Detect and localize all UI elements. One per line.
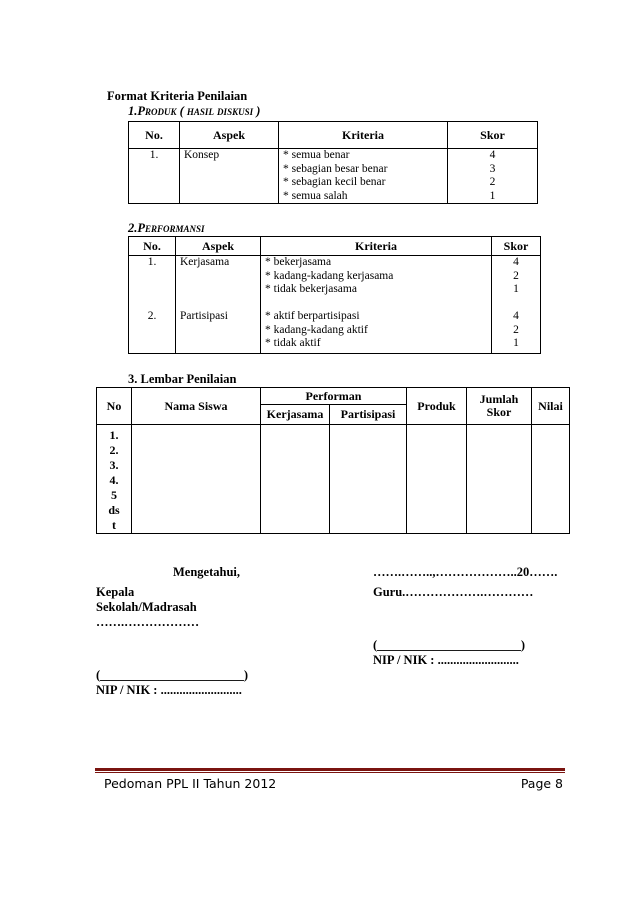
section3-heading: 3. Lembar Penilaian (128, 372, 237, 386)
table-row (129, 149, 538, 204)
row-number: 3. (109, 458, 119, 472)
kepala-line: Kepala (96, 585, 135, 599)
row-number: 4. (109, 473, 119, 487)
table-row (97, 425, 570, 534)
row-number: 5 (111, 488, 117, 502)
kepala-name-line: (_______________________) (96, 668, 249, 682)
jumlah-label: Jumlah (479, 392, 519, 406)
guru-label: Guru.……………….………… (373, 585, 534, 599)
produk-cell[interactable] (407, 425, 467, 534)
guru-signature (373, 638, 525, 668)
section2-heading: 2.Performansi (128, 221, 205, 235)
produk-criteria-table (128, 121, 538, 204)
kepala-signature (96, 668, 248, 698)
kerjasama-cell[interactable] (261, 425, 330, 534)
row-no (129, 256, 176, 351)
jumlah-skor-cell[interactable] (467, 425, 532, 534)
col-aspek-header: Aspek (180, 122, 279, 149)
guru-nip: NIP / NIK : .......................... (373, 653, 519, 667)
skor-label: Skor (486, 405, 512, 419)
kriteria-item: * kadang-kadang aktif (265, 323, 368, 336)
skor-item: 1 (513, 283, 519, 295)
footer-left: Pedoman PPL II Tahun 2012 (104, 776, 277, 791)
skor-item: 3 (489, 162, 496, 175)
lembar-penilaian-table (96, 387, 570, 534)
kepala-line: …….……………… (96, 615, 200, 629)
kepala-block (96, 585, 199, 630)
col-no-header: No. (129, 237, 176, 256)
skor-item: 4 (513, 310, 519, 322)
col-performan-header: Performan (261, 388, 407, 405)
col-jumlah-skor-header (467, 388, 532, 425)
kriteria-item: * aktif berpartisipasi (265, 310, 360, 322)
row-skor (492, 256, 541, 351)
date-line: …….……..,………………..20……. (373, 565, 558, 579)
kriteria-item: * kadang-kadang kerjasama (265, 269, 394, 282)
table-row (129, 256, 541, 351)
row-numbers (97, 425, 132, 534)
col-produk-header: Produk (407, 388, 467, 425)
row-no-value: 1. (147, 256, 157, 268)
row-number: ds (108, 503, 120, 517)
row-no-value: 2. (147, 310, 157, 322)
footer-page-number: Page 8 (520, 776, 563, 791)
kriteria-item: * tidak bekerjasama (265, 283, 357, 295)
col-partisipasi-header: Partisipasi (330, 405, 407, 425)
kriteria-item: * semua salah (283, 189, 348, 202)
row-no: 1. (129, 149, 180, 204)
kriteria-item: * tidak aktif (265, 337, 321, 349)
kriteria-item: * bekerjasama (265, 256, 332, 268)
partisipasi-cell[interactable] (330, 425, 407, 534)
row-number: t (112, 518, 116, 532)
kriteria-item: * sebagian kecil benar (283, 176, 386, 188)
row-skor (448, 149, 538, 204)
row-number: 1. (109, 428, 119, 442)
row-number: 2. (109, 443, 119, 457)
skor-item: 4 (513, 256, 519, 268)
row-aspek-value: Kerjasama (180, 256, 230, 268)
row-kriteria (261, 256, 492, 351)
col-no-header: No (97, 388, 132, 425)
nama-cell[interactable] (132, 425, 261, 534)
kepala-nip: NIP / NIK : .......................... (96, 683, 242, 697)
col-skor-header: Skor (492, 237, 541, 256)
footer-rule (95, 768, 565, 771)
skor-item: 2 (489, 176, 496, 188)
section1-heading: 1.Produk ( hasil diskusi ) (128, 104, 261, 118)
guru-name-line: (_______________________) (373, 638, 526, 652)
col-kriteria-header: Kriteria (279, 122, 448, 149)
skor-item: 1 (489, 189, 496, 202)
col-kerjasama-header: Kerjasama (261, 405, 330, 425)
col-nilai-header: Nilai (532, 388, 570, 425)
row-kriteria (279, 149, 448, 204)
col-kriteria-header: Kriteria (261, 237, 492, 256)
nilai-cell[interactable] (532, 425, 570, 534)
kriteria-item: * semua benar (283, 149, 350, 161)
row-aspek: Konsep (180, 149, 279, 204)
footer-rule-thin (95, 772, 565, 773)
kepala-line: Sekolah/Madrasah (96, 600, 197, 614)
mengetahui-label: Mengetahui, (173, 565, 241, 579)
skor-item: 4 (489, 149, 496, 161)
skor-item: 2 (513, 323, 519, 336)
col-skor-header: Skor (448, 122, 538, 149)
col-no-header: No. (129, 122, 180, 149)
row-aspek (176, 256, 261, 351)
row-aspek-value: Partisipasi (180, 310, 228, 322)
col-aspek-header: Aspek (176, 237, 261, 256)
skor-item: 2 (513, 269, 519, 282)
col-nama-header: Nama Siswa (132, 388, 261, 425)
performansi-criteria-table (128, 236, 541, 354)
kriteria-item: * sebagian besar benar (283, 162, 388, 175)
skor-item: 1 (513, 337, 519, 349)
page-title: Format Kriteria Penilaian (107, 89, 248, 103)
